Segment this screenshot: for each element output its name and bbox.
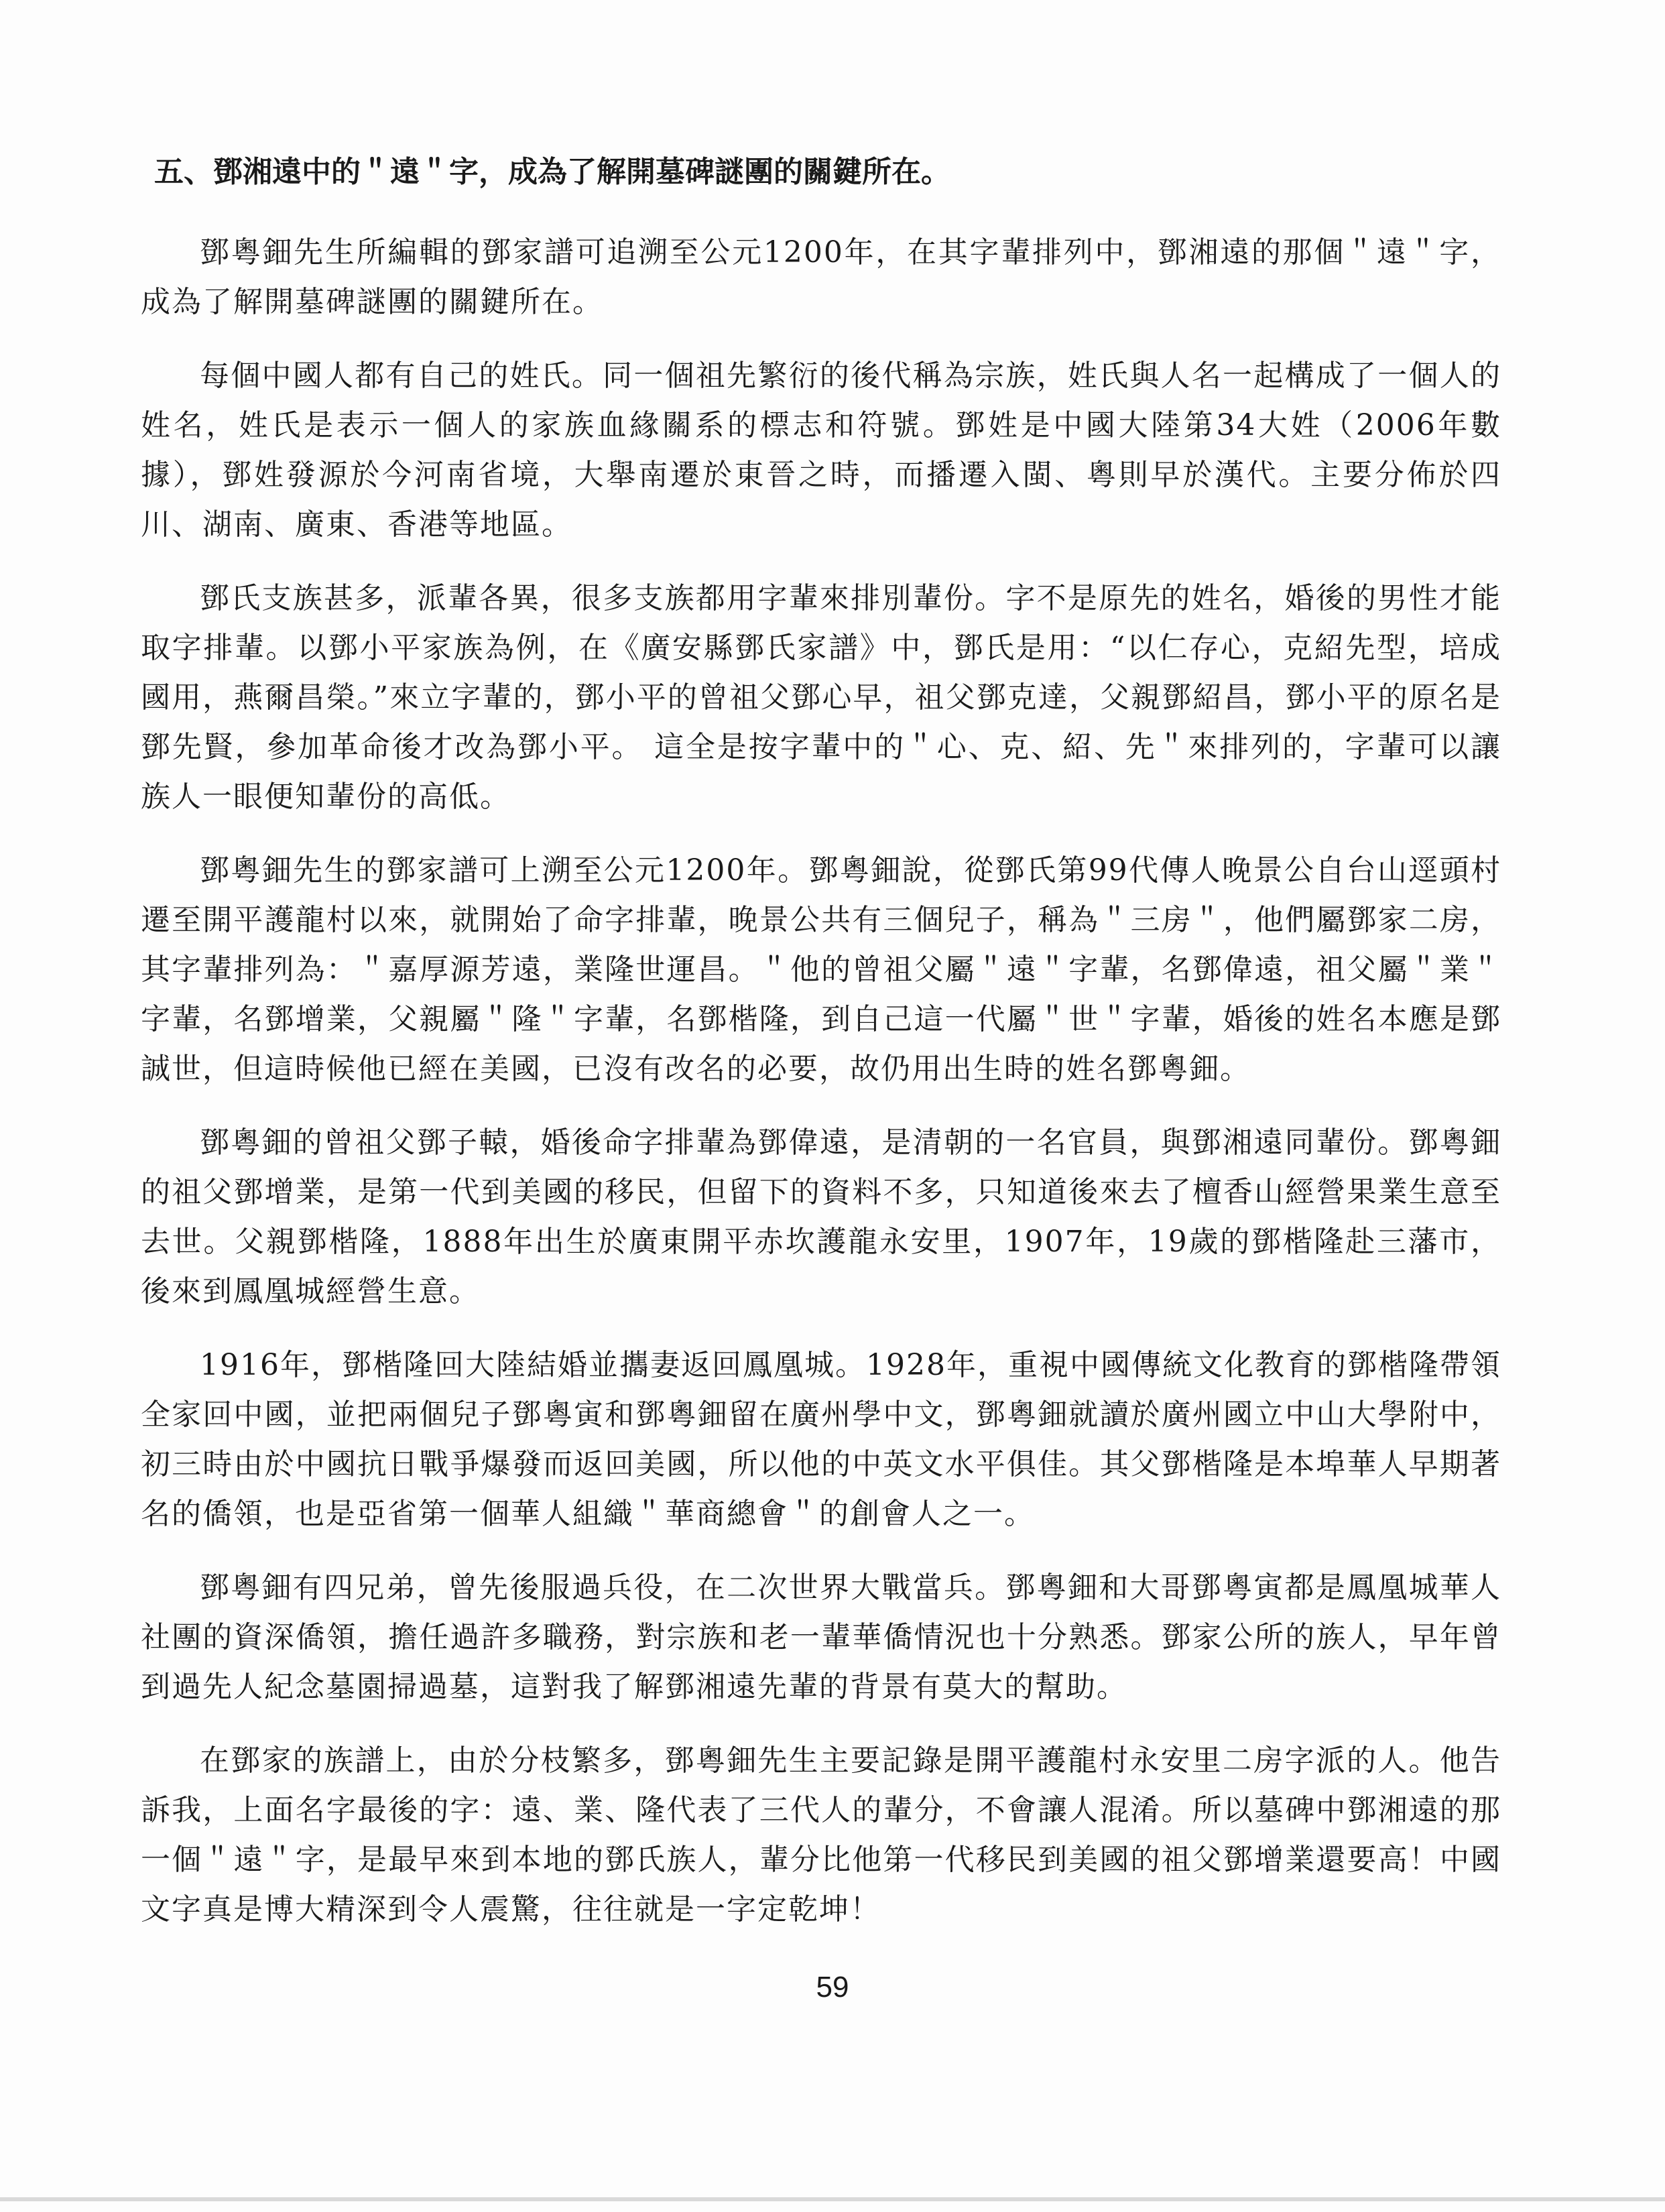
paragraph: 鄧粵鈿有四兄弟，曾先後服過兵役，在二次世界大戰當兵。鄧粵鈿和大哥鄧粵寅都是鳳凰城華人社團的資深僑領，擔任過許多職務，對宗族和老一輩華僑情況也十分熟悉。鄧家公所的族人，早年曾到過先人紀念墓園掃過墓，這對我了解鄧湘遠先輩的背景有莫大的幫助。 — [141, 1571, 1501, 1704]
paragraph: 鄧粵鈿先生的鄧家譜可上溯至公元1200年。鄧粵鈿說，從鄧氏第99代傳人晚景公自台山逕頭村遷至開平護龍村以來，就開始了命字排輩，晚景公共有三個兒子，稱為＂三房＂，他們屬鄧家二房，其字輩排列為：＂嘉厚源芳遠，業隆世運昌。＂他的曾祖父屬＂遠＂字輩，名鄧偉遠，祖父屬＂業＂字輩，名鄧增業，父親屬＂隆＂字輩，名鄧楷隆，到自己這一代屬＂世＂字輩，婚後的姓名本應是鄧誠世，但這時候他已經在美國，已沒有改名的必要，故仍用出生時的姓名鄧粵鈿。 — [141, 853, 1501, 1086]
section-heading-text: 鄧湘遠中的＂遠＂字，成為了解開墓碑謎團的關鍵所在。 — [213, 155, 950, 189]
paragraph: 在鄧家的族譜上，由於分枝繁多，鄧粵鈿先生主要記錄是開平護龍村永安里二房字派的人。他告訴我，上面名字最後的字：遠、業、隆代表了三代人的輩分，不會讓人混淆。所以墓碑中鄧湘遠的那一個＂遠＂字，是最早來到本地的鄧氏族人，輩分比他第一代移民到美國的祖父鄧增業還要高！中國文字真是博大精深到令人震驚，往往就是一字定乾坤！ — [141, 1743, 1501, 1926]
paragraph: 鄧粵鈿的曾祖父鄧子轅，婚後命字排輩為鄧偉遠，是清朝的一名官員，與鄧湘遠同輩份。鄧粵鈿的祖父鄧增業，是第一代到美國的移民，但留下的資料不多，只知道後來去了檀香山經營果業生意至去世。父親鄧楷隆，1888年出生於廣東開平赤坎護龍永安里，1907年，19歲的鄧楷隆赴三藩市，後來到鳳凰城經營生意。 — [141, 1125, 1501, 1308]
section-number: 五、 — [154, 155, 213, 189]
paragraph: 鄧氏支族甚多，派輩各異，很多支族都用字輩來排別輩份。字不是原先的姓名，婚後的男性才能取字排輩。以鄧小平家族為例，在《廣安縣鄧氏家譜》中，鄧氏是用：“以仁存心，克紹先型，培成國用，燕爾昌榮。”來立字輩的，鄧小平的曾祖父鄧心早，祖父鄧克達，父親鄧紹昌，鄧小平的原名是鄧先賢，參加革命後才改為鄧小平。 這全是按字輩中的＂心、克、紹、先＂來排列的，字輩可以讓族人一眼便知輩份的高低。 — [141, 581, 1501, 814]
paragraph: 1916年，鄧楷隆回大陸結婚並攜妻返回鳳凰城。1928年，重視中國傳統文化教育的鄧楷隆帶領全家回中國，並把兩個兒子鄧粵寅和鄧粵鈿留在廣州學中文，鄧粵鈿就讀於廣州國立中山大學附中，初三時由於中國抗日戰爭爆發而返回美國，所以他的中英文水平俱佳。其父鄧楷隆是本埠華人早期著名的僑領，也是亞省第一個華人組織＂華商總會＂的創會人之一。 — [141, 1348, 1501, 1531]
page-number: 59 — [816, 1971, 849, 2004]
scan-edge-divider — [0, 2197, 1665, 2201]
paragraph: 鄧粵鈿先生所編輯的鄧家譜可追溯至公元1200年，在其字輩排列中，鄧湘遠的那個＂遠＂字，成為了解開墓碑謎團的關鍵所在。 — [141, 235, 1501, 319]
body-text — [141, 228, 1501, 1959]
paragraph: 每個中國人都有自己的姓氏。同一個祖先繁衍的後代稱為宗族，姓氏與人名一起構成了一個人的姓名，姓氏是表示一個人的家族血緣關系的標志和符號。鄧姓是中國大陸第34大姓（2006年數據），鄧姓發源於今河南省境，大舉南遷於東晉之時，而播遷入閩、粵則早於漢代。主要分佈於四川、湖南、廣東、香港等地區。 — [141, 359, 1501, 542]
section-heading — [154, 149, 1522, 196]
